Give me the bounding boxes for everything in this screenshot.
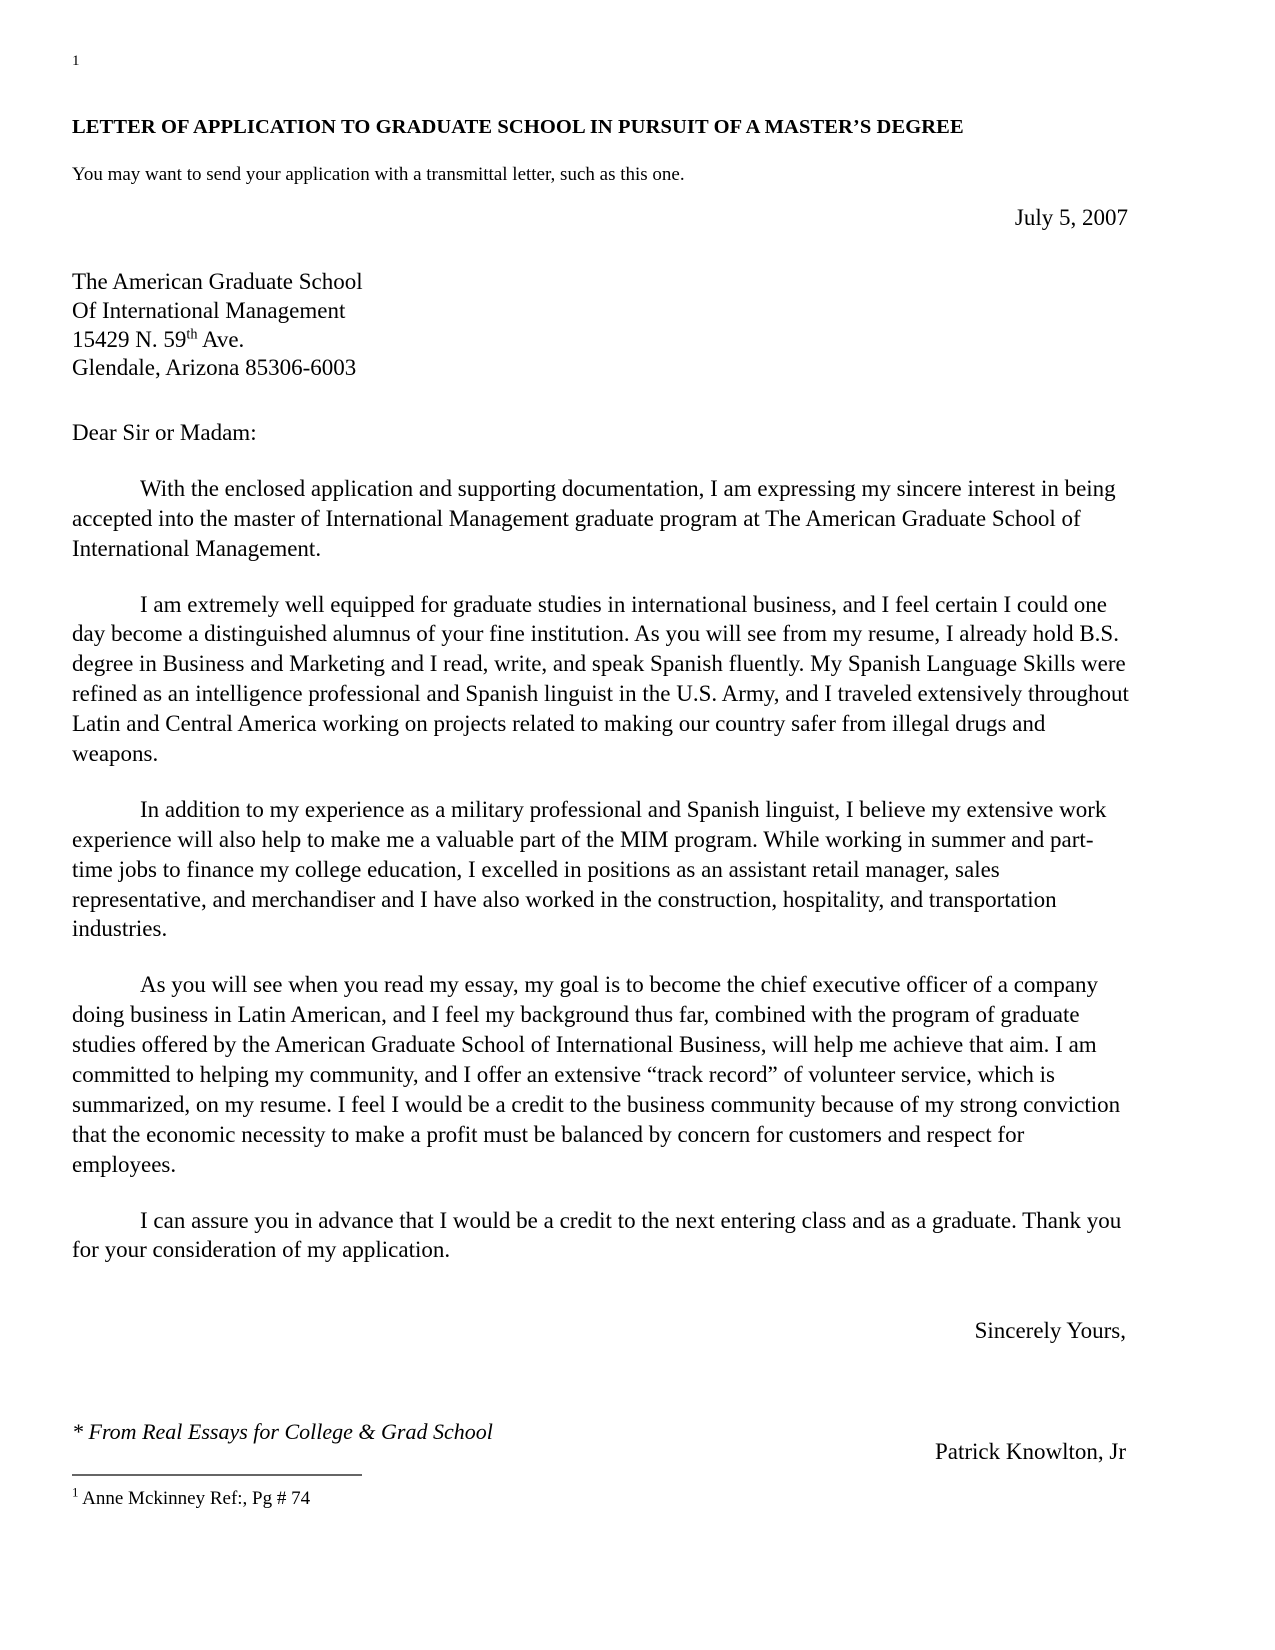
footnote-separator <box>72 1474 362 1476</box>
document-body <box>72 54 1132 1467</box>
closing-salutation: Sincerely Yours, <box>974 1318 1126 1344</box>
address-street-type: Ave. <box>197 326 245 352</box>
footnote-body: Anne Mckinney Ref:, Pg # 74 <box>78 1488 311 1509</box>
page-title: LETTER OF APPLICATION TO GRADUATE SCHOOL IN PURSUIT OF A MASTER’S DEGREE <box>72 116 964 138</box>
footnote-marker: 1 <box>72 1484 79 1500</box>
body-paragraph-1: With the enclosed application and supporting documentation, I am expressing my sincere interest in being accepted into the master of International Management graduate program at The American Graduate School of International Management. <box>72 475 1116 561</box>
letter-date: July 5, 2007 <box>1014 205 1128 231</box>
footnote <box>72 1484 311 1511</box>
address-line-3 <box>72 326 1132 355</box>
address-line-2: Of International Management <box>72 297 346 323</box>
address-ordinal-suffix: th <box>186 325 198 342</box>
recipient-address <box>72 268 1132 383</box>
body-paragraph-3: In addition to my experience as a military professional and Spanish linguist, I believe my extensive work experience will also help to make me a valuable part of the MIM program. While working in summer and part-time jobs to finance my college education, I excelled in positions as an assistant retail manager, sales representative, and merchandiser and I have also worked in the construction, hospitality, and transportation industries. <box>72 796 1107 942</box>
footnote-reference-marker: 1 <box>72 53 80 69</box>
body-paragraph-2: I am extremely well equipped for graduate studies in international business, and I feel certain I could one day become a distinguished alumnus of your fine institution. As you will see from my resume, I already hold B.S. degree in Business and Marketing and I read, write, and speak Spanish fluently. My Spanish Language Skills were refined as an intelligence professional and Spanish linguist in the U.S. Army, and I traveled extensively throughout Latin and Central America working on projects related to making our country safer from illegal drugs and weapons. <box>72 591 1129 766</box>
source-attribution: * From Real Essays for College & Grad School <box>72 1419 493 1444</box>
body-paragraph-4: As you will see when you read my essay, my goal is to become the chief executive officer of a company doing business in Latin American, and I feel my background thus far, combined with the program of graduate studies offered by the American Graduate School of International Business, will help me achieve that aim. I am committed to helping my community, and I offer an extensive “track record” of volunteer service, which is summarized, on my resume. I feel I would be a credit to the business community because of my strong conviction that the economic necessity to make a profit must be balanced by concern for customers and respect for employees. <box>72 972 1121 1177</box>
signer-name: Patrick Knowlton, Jr <box>934 1439 1126 1465</box>
address-street-number: 15429 N. 59 <box>72 326 187 352</box>
address-line-4: Glendale, Arizona 85306-6003 <box>72 355 357 381</box>
body-paragraph-5: I can assure you in advance that I would be a credit to the next entering class and as a graduate. Thank you for your consideration of my application. <box>72 1207 1122 1263</box>
address-line-1: The American Graduate School <box>72 269 363 295</box>
intro-note: You may want to send your application with a transmittal letter, such as this one. <box>72 163 685 185</box>
salutation: Dear Sir or Madam: <box>72 420 257 446</box>
